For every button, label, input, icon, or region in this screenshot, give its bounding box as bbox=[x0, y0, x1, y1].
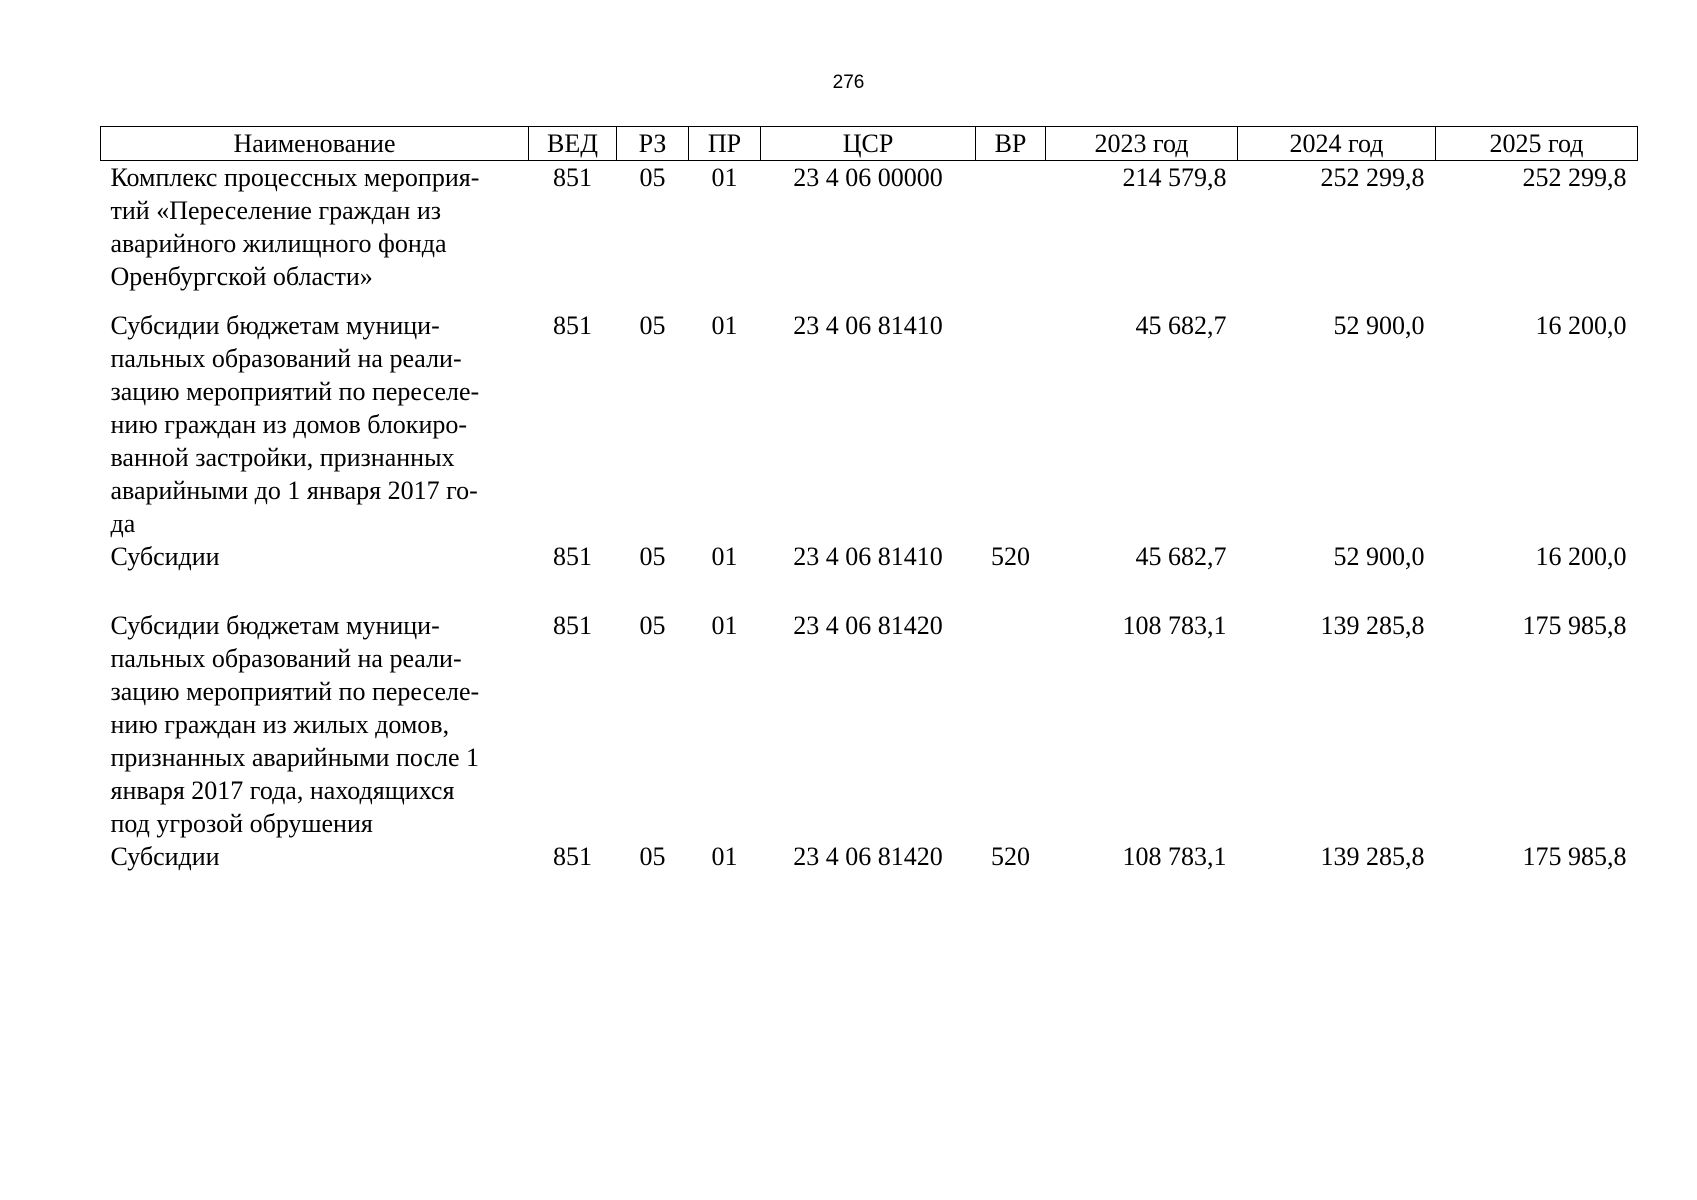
cell-y2024: 52 900,0 bbox=[1333, 542, 1425, 571]
cell-pr: 01 bbox=[711, 842, 738, 871]
cell-csr: 23 4 06 81410 bbox=[793, 542, 943, 571]
cell-vr bbox=[976, 161, 1046, 294]
page-number: 276 bbox=[832, 72, 865, 93]
cell-rz: 05 bbox=[639, 163, 666, 192]
cell-csr: 23 4 06 00000 bbox=[793, 163, 943, 192]
cell-pr: 01 bbox=[711, 311, 738, 340]
table-row bbox=[101, 161, 1638, 294]
cell-y2023: 108 783,1 bbox=[1122, 611, 1227, 640]
cell-name: Субсидии bbox=[110, 842, 220, 871]
cell-ved: 851 bbox=[553, 611, 592, 640]
cell-csr: 23 4 06 81420 bbox=[793, 842, 943, 871]
cell-ved: 851 bbox=[553, 163, 592, 192]
cell-rz: 05 bbox=[639, 542, 666, 571]
table-header bbox=[101, 127, 1638, 161]
cell-pr: 01 bbox=[711, 163, 738, 192]
row-spacer bbox=[101, 573, 1638, 609]
cell-vr: 520 bbox=[991, 542, 1030, 571]
cell-y2023: 214 579,8 bbox=[1122, 163, 1227, 192]
cell-vr bbox=[976, 309, 1046, 540]
cell-rz: 05 bbox=[639, 842, 666, 871]
cell-vr bbox=[976, 609, 1046, 840]
cell-name: Субсидии бюджетам муници- пальных образований на реали- зацию мероприятий по переселе- нию граждан из домов блокиро- ванной застройки, признанных аварийными до 1 января 2017 го- да bbox=[110, 311, 480, 538]
budget-table bbox=[100, 126, 1638, 873]
cell-name: Субсидии bbox=[110, 542, 220, 571]
header-rz: РЗ bbox=[617, 127, 689, 161]
header-2024: 2024 год bbox=[1238, 127, 1436, 161]
table-body bbox=[101, 161, 1638, 874]
header-name: Наименование bbox=[101, 127, 529, 161]
cell-name: Субсидии бюджетам муници- пальных образований на реали- зацию мероприятий по переселе- нию граждан из жилых домов, признанных аварийными после 1 января 2017 года, находящихся под угрозой обрушения bbox=[110, 611, 480, 838]
cell-y2024: 52 900,0 bbox=[1333, 311, 1425, 340]
cell-ved: 851 bbox=[553, 842, 592, 871]
cell-pr: 01 bbox=[711, 542, 738, 571]
header-vr: ВР bbox=[976, 127, 1046, 161]
cell-pr: 01 bbox=[711, 611, 738, 640]
cell-csr: 23 4 06 81420 bbox=[793, 611, 943, 640]
cell-y2024: 139 285,8 bbox=[1320, 842, 1425, 871]
header-csr: ЦСР bbox=[761, 127, 976, 161]
cell-y2023: 45 682,7 bbox=[1135, 542, 1227, 571]
header-ved: ВЕД bbox=[529, 127, 617, 161]
cell-rz: 05 bbox=[639, 611, 666, 640]
header-pr: ПР bbox=[689, 127, 761, 161]
row-spacer bbox=[101, 293, 1638, 309]
cell-ved: 851 bbox=[553, 542, 592, 571]
cell-y2023: 45 682,7 bbox=[1135, 311, 1227, 340]
cell-y2025: 252 299,8 bbox=[1522, 163, 1627, 192]
cell-y2023: 108 783,1 bbox=[1122, 842, 1227, 871]
cell-name: Комплекс процессных мероприя- тий «Переселение граждан из аварийного жилищного фонда Оренбургской области» bbox=[110, 163, 480, 291]
cell-y2024: 252 299,8 bbox=[1320, 163, 1425, 192]
table-row bbox=[101, 309, 1638, 540]
cell-ved: 851 bbox=[553, 311, 592, 340]
cell-csr: 23 4 06 81410 bbox=[793, 311, 943, 340]
cell-vr: 520 bbox=[991, 842, 1030, 871]
header-2025: 2025 год bbox=[1436, 127, 1638, 161]
cell-rz: 05 bbox=[639, 311, 666, 340]
cell-y2025: 175 985,8 bbox=[1522, 842, 1627, 871]
cell-y2025: 16 200,0 bbox=[1535, 542, 1627, 571]
cell-y2025: 16 200,0 bbox=[1535, 311, 1627, 340]
table-row bbox=[101, 609, 1638, 840]
cell-y2025: 175 985,8 bbox=[1522, 611, 1627, 640]
table-row bbox=[101, 540, 1638, 573]
cell-y2024: 139 285,8 bbox=[1320, 611, 1425, 640]
table-row bbox=[101, 840, 1638, 873]
header-2023: 2023 год bbox=[1046, 127, 1238, 161]
